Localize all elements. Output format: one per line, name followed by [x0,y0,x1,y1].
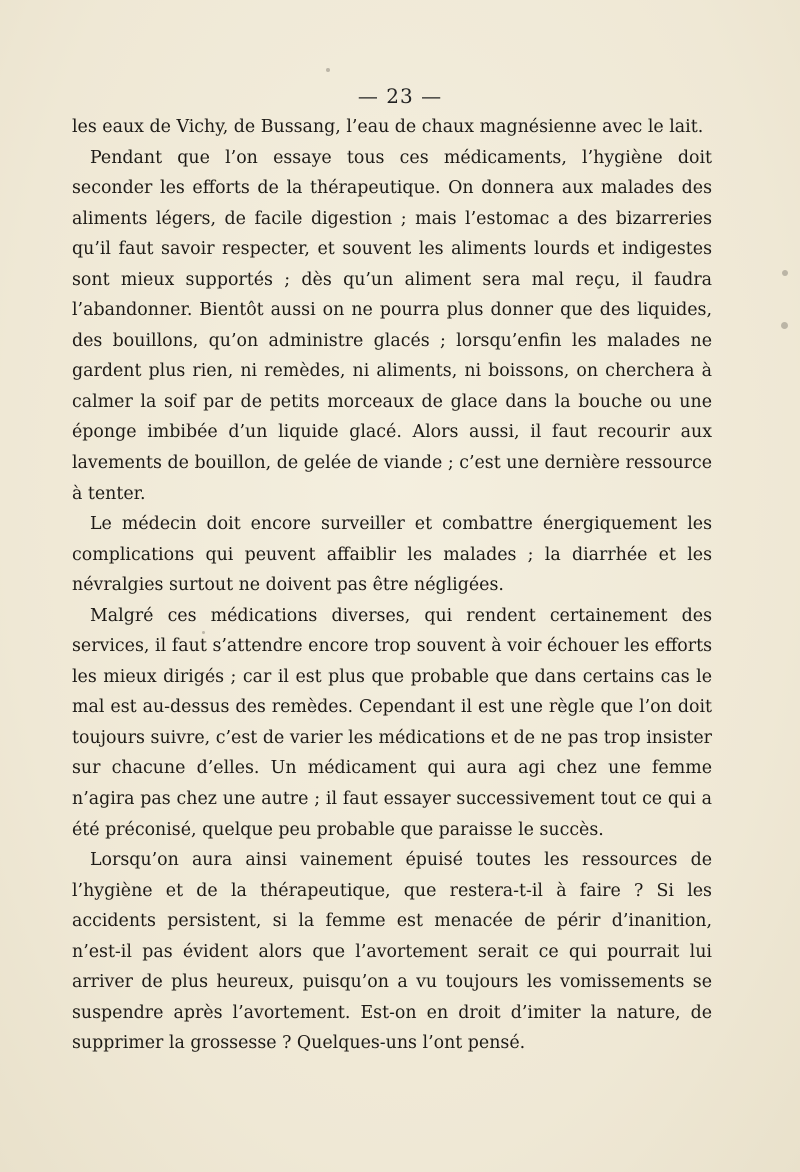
paragraph-5: Lorsqu’on aura ainsi vainement épuisé toutes les ressources de l’hygiène et de la thérapeutique, que restera-t-il à faire ? Si les accidents persistent, si la femme est menacée de périr d’inanition, n’est-il pas évident alors que l’avortement serait ce qui pourrait lui arriver de plus heureux, puisqu’on a vu toujours les vomissements se suspendre après l’avortement. Est-on en droit d’imiter la nature, de supprimer la grossesse ? Quelques-uns l’ont pensé. [72,850,712,1054]
paragraph-3: Le médecin doit encore surveiller et combattre énergiquement les complications qui peuvent affaiblir les malades ; la diarrhée et les névralgies surtout ne doivent pas être négligées. [72,514,712,596]
paragraph-2: Pendant que l’on essaye tous ces médicaments, l’hygiène doit seconder les efforts de la thérapeutique. On donnera aux malades des aliments légers, de facile digestion ; mais l’estomac a des bizarreries qu’il faut savoir respecter, et souvent les aliments lourds et indigestes sont mieux supportés ; dès qu’un aliment sera mal reçu, il faudra l’abandonner. Bientôt aussi on ne pourra plus donner que des liquides, des bouillons, qu’on administre glacés ; lorsqu’enfin les malades ne gardent plus rien, ni remèdes, ni aliments, ni boissons, on cherchera à calmer la soif par de petits morceaux de glace dans la bouche ou une éponge imbibée d’un liquide glacé. Alors aussi, il faut recourir aux lavements de bouillon, de gelée de viande ; c’est une dernière ressource à tenter. [72,147,712,504]
paper-speck [202,631,205,634]
paper-speck [781,322,788,329]
paragraph-1: les eaux de Vichy, de Bussang, l’eau de chaux magnésienne avec le lait. [72,117,704,137]
paper-speck [782,270,788,276]
paper-speck [326,68,330,72]
paragraph-4: Malgré ces médications diverses, qui rendent certainement des services, il faut s’attendre encore trop souvent à voir échouer les efforts les mieux dirigés ; car il est plus que probable que dans certains cas le mal est au-dessus des remèdes. Cependant il est une règle que l’on doit toujours suivre, c’est de varier les médications et de ne pas trop insister sur chacune d’elles. Un médicament qui aura agi chez une femme n’agira pas chez une autre ; il faut essayer successivement tout ce qui a été préconisé, quelque peu probable que paraisse le succès. [72,605,712,840]
page-number: — 23 — [357,84,443,108]
body-text [72,112,712,1059]
